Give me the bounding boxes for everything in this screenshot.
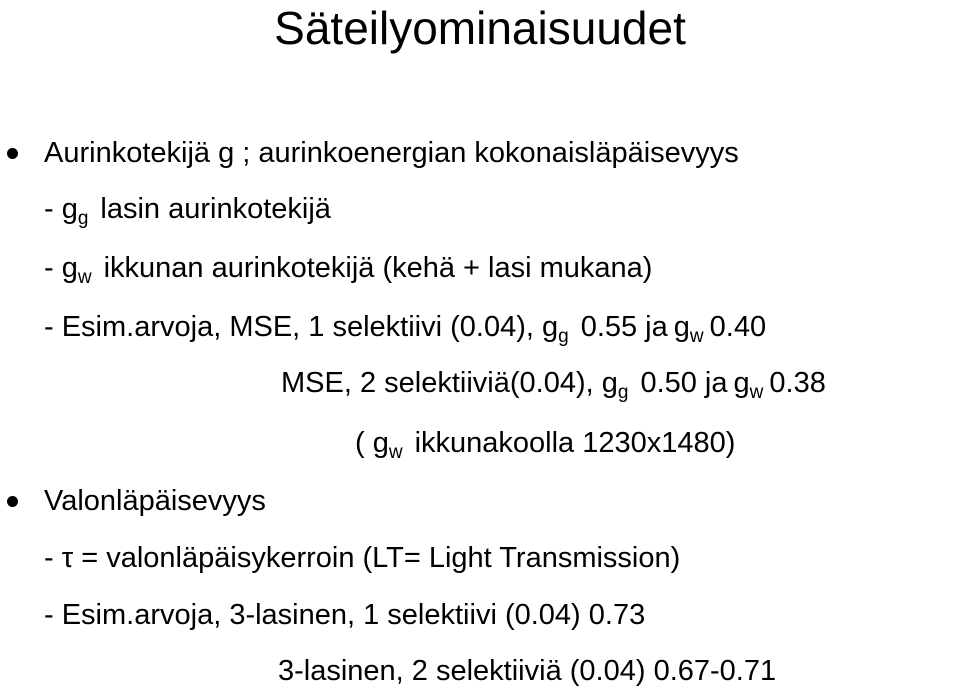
window-size-note (355, 426, 736, 463)
example2-text1: MSE, 2 selektiiviä(0.04), g (281, 367, 618, 399)
example2-g2: g (733, 367, 750, 399)
gw-text: ikkunan aurinkotekijä (kehä + lasi mukana) (103, 252, 653, 284)
example1-sub1: g (558, 326, 569, 347)
example1-text3: 0.40 (709, 311, 767, 343)
example1-sub2: w (689, 326, 704, 347)
gg-text: lasin aurinkotekijä (100, 193, 331, 225)
light-example-line-1: - Esim.arvoja, 3-lasinen, 1 selektiivi (0.04) 0.73 (44, 599, 646, 631)
bullet-solar-factor: Aurinkotekijä g ; aurinkoenergian kokonaisläpäisevyys (44, 137, 739, 169)
gw-subscript: w (77, 267, 92, 288)
gw-line (44, 251, 653, 288)
slide-title: Säteilyominaisuudet (274, 2, 686, 54)
gg-subscript: g (77, 208, 89, 229)
bullet-dot-solar (7, 148, 18, 159)
example1-g2: g (673, 311, 690, 343)
gg-line (44, 192, 331, 229)
gg-prefix: - g (44, 193, 78, 225)
example-line-2 (281, 366, 826, 403)
tau-line: - τ = valonläpäisykerroin (LT= Light Transmission) (44, 542, 681, 574)
note-prefix: ( g (355, 427, 389, 459)
bullet-dot-light (7, 496, 18, 507)
example2-text3: 0.38 (769, 367, 826, 399)
note-text: ikkunakoolla 1230x1480) (414, 427, 736, 459)
light-example-line-2: 3-lasinen, 2 selektiiviä (0.04) 0.67-0.71 (278, 655, 777, 687)
bullet-light-transmission: Valonläpäisevyys (44, 485, 266, 517)
gw-prefix: - g (44, 252, 78, 284)
example2-sub2: w (749, 382, 764, 403)
example1-text1: - Esim.arvoja, MSE, 1 selektiivi (0.04), g (44, 311, 559, 343)
example1-text2: 0.55 ja (580, 311, 668, 343)
example-line-1 (44, 310, 767, 347)
example2-text2: 0.50 ja (640, 367, 728, 399)
note-subscript: w (388, 442, 403, 463)
example2-sub1: g (617, 382, 629, 403)
